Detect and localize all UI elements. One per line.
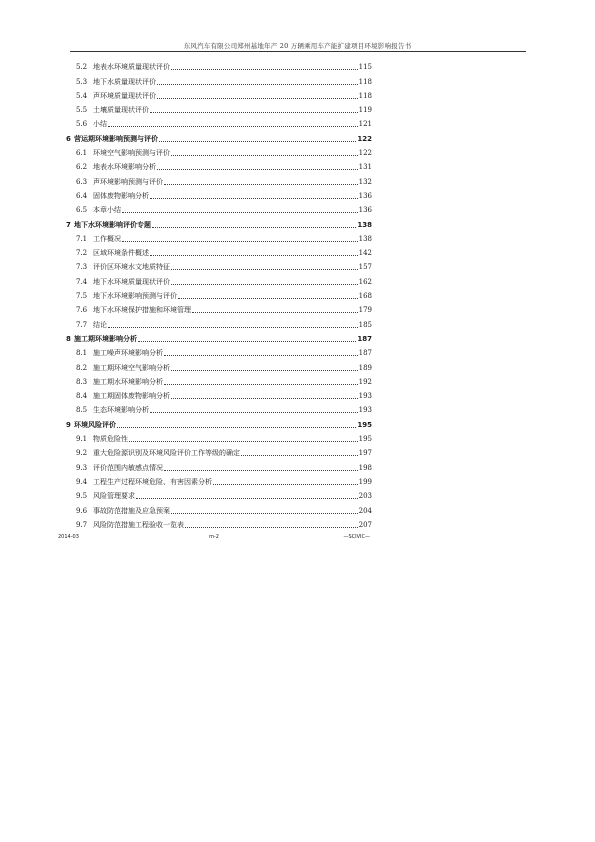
footer-organization: —SCIVIC— [343, 534, 370, 540]
toc-entry-page: 193 [358, 392, 372, 401]
toc-entry-number: 7.1 [76, 234, 88, 243]
toc-entry-number: 9.4 [76, 477, 88, 486]
toc-section-entry[interactable] [66, 87, 372, 101]
dot-leader [164, 470, 358, 471]
dot-leader [117, 427, 356, 428]
toc-entry-page: 185 [358, 320, 372, 329]
toc-section-entry[interactable] [66, 501, 372, 515]
toc-chapter-entry[interactable] [66, 129, 372, 143]
toc-section-entry[interactable] [66, 473, 372, 487]
toc-entry-number: 9.6 [76, 506, 88, 515]
toc-entry-number: 5.6 [76, 120, 88, 129]
toc-entry-page: 122 [358, 149, 372, 158]
dot-leader [129, 441, 358, 442]
toc-entry-page: 168 [358, 292, 372, 301]
toc-entry-page: 187 [357, 334, 372, 343]
toc-entry-title: 地下水质量现状评价 [93, 77, 156, 86]
toc-entry-number: 5.2 [76, 63, 88, 72]
dot-leader [171, 370, 358, 371]
toc-entry-page: 203 [358, 492, 372, 501]
toc-entry-title: 固体废物影响分析 [93, 191, 149, 200]
toc-section-entry[interactable] [66, 187, 372, 201]
toc-entry-title: 施工期固体废物影响分析 [93, 392, 170, 401]
dot-leader [164, 384, 358, 385]
toc-entry-number: 6.4 [76, 191, 88, 200]
dot-leader [108, 126, 358, 127]
table-of-contents [66, 58, 372, 530]
toc-section-entry[interactable] [66, 172, 372, 186]
toc-entry-number: 7.6 [76, 306, 88, 315]
toc-entry-page: 162 [358, 277, 372, 286]
toc-section-entry[interactable] [66, 401, 372, 415]
toc-entry-page: 193 [358, 406, 372, 415]
toc-entry-number: 6.5 [76, 206, 88, 215]
toc-entry-title: 物质危险性 [93, 435, 128, 444]
toc-entry-page: 121 [358, 120, 372, 129]
toc-entry-page: 207 [358, 520, 372, 529]
toc-entry-number: 6.2 [76, 163, 88, 172]
dot-leader [171, 269, 358, 270]
toc-chapter-entry[interactable] [66, 330, 372, 344]
toc-entry-title: 地下水环境质量现状评价 [93, 277, 170, 286]
footer-date: 2014-03 [58, 534, 79, 540]
toc-entry-number: 7.2 [76, 249, 88, 258]
toc-section-entry[interactable] [66, 487, 372, 501]
dot-leader [178, 298, 358, 299]
toc-entry-number: 9.2 [76, 449, 88, 458]
toc-entry-number: 9.3 [76, 463, 88, 472]
toc-entry-title: 施工期环境空气影响分析 [93, 363, 170, 372]
toc-section-entry[interactable] [66, 115, 372, 129]
toc-entry-number: 8.5 [76, 406, 88, 415]
dot-leader [192, 312, 358, 313]
toc-entry-number: 7.3 [76, 263, 88, 272]
toc-entry-page: 131 [358, 163, 372, 172]
toc-entry-page: 136 [358, 191, 372, 200]
dot-leader [138, 341, 356, 342]
dot-leader [164, 184, 358, 185]
toc-entry-number: 6.1 [76, 149, 88, 158]
toc-entry-title: 结论 [93, 320, 107, 329]
toc-entry-title: 区域环境条件概述 [93, 249, 149, 258]
toc-section-entry[interactable] [66, 373, 372, 387]
toc-entry-title: 施工噪声环境影响分析 [93, 349, 163, 358]
toc-entry-title: 环境空气影响预测与评价 [93, 149, 170, 158]
toc-entry-title: 施工期环境影响分析 [74, 334, 137, 343]
toc-entry-page: 118 [358, 77, 372, 86]
dot-leader [171, 69, 358, 70]
dot-leader [150, 112, 358, 113]
toc-entry-title: 地表水环境质量现状评价 [93, 63, 170, 72]
toc-entry-title: 小结 [93, 120, 107, 129]
toc-entry-title: 重大危险源识别及环境风险评价工作等级的确定 [93, 449, 240, 458]
toc-section-entry[interactable] [66, 72, 372, 86]
toc-section-entry[interactable] [66, 258, 372, 272]
toc-entry-number: 5.5 [76, 106, 88, 115]
toc-entry-number: 6 [66, 134, 71, 143]
toc-entry-number: 9.1 [76, 435, 88, 444]
toc-section-entry[interactable] [66, 272, 372, 286]
toc-entry-page: 179 [358, 306, 372, 315]
header-divider [70, 51, 526, 52]
toc-entry-page: 187 [358, 349, 372, 358]
toc-entry-title: 声环境影响预测与评价 [93, 177, 163, 186]
toc-entry-title: 施工期水环境影响分析 [93, 377, 163, 386]
toc-entry-number: 6.3 [76, 177, 88, 186]
footer-page-number: m-2 [209, 534, 219, 540]
dot-leader [171, 398, 358, 399]
dot-leader [150, 255, 358, 256]
dot-leader [171, 513, 358, 514]
toc-entry-page: 195 [358, 435, 372, 444]
toc-entry-number: 7.5 [76, 292, 88, 301]
dot-leader [213, 484, 358, 485]
toc-entry-number: 9 [66, 420, 71, 429]
toc-entry-page: 136 [358, 206, 372, 215]
toc-entry-number: 8 [66, 334, 71, 343]
dot-leader [185, 527, 358, 528]
dot-leader [164, 355, 358, 356]
toc-chapter-entry[interactable] [66, 215, 372, 229]
dot-leader [171, 155, 358, 156]
toc-entry-title: 地表水环境影响分析 [93, 163, 156, 172]
toc-entry-title: 工作概况 [93, 234, 121, 243]
dot-leader [157, 169, 358, 170]
dot-leader [241, 455, 358, 456]
toc-entry-page: 122 [357, 134, 372, 143]
dot-leader [157, 84, 358, 85]
toc-entry-title: 营运期环境影响预测与评价 [74, 134, 158, 143]
toc-entry-page: 192 [358, 377, 372, 386]
toc-entry-title: 本章小结 [93, 206, 121, 215]
dot-leader [157, 98, 358, 99]
toc-section-entry[interactable] [66, 58, 372, 72]
dot-leader [150, 198, 358, 199]
toc-entry-number: 5.4 [76, 91, 88, 100]
toc-entry-title: 风险管理要求 [93, 492, 135, 501]
toc-entry-page: 195 [357, 420, 372, 429]
toc-entry-number: 7.4 [76, 277, 88, 286]
toc-entry-page: 157 [358, 263, 372, 272]
toc-entry-page: 197 [358, 449, 372, 458]
dot-leader [136, 498, 358, 499]
document-header: 东风汽车有限公司郑州基地年产 20 万辆乘用车产能扩建项目环境影响报告书 [183, 42, 412, 50]
toc-entry-page: 204 [358, 506, 372, 515]
toc-entry-page: 118 [358, 91, 372, 100]
dot-leader [122, 212, 358, 213]
toc-section-entry[interactable] [66, 230, 372, 244]
toc-entry-page: 142 [358, 249, 372, 258]
toc-section-entry[interactable] [66, 158, 372, 172]
toc-entry-title: 风险防范措施工程验收一览表 [93, 520, 184, 529]
toc-entry-page: 132 [358, 177, 372, 186]
toc-section-entry[interactable] [66, 458, 372, 472]
toc-entry-number: 7.7 [76, 320, 88, 329]
toc-entry-title: 生态环境影响分析 [93, 406, 149, 415]
toc-section-entry[interactable] [66, 301, 372, 315]
toc-section-entry[interactable] [66, 444, 372, 458]
toc-entry-title: 评价区环境水文地质特征 [93, 263, 170, 272]
toc-entry-number: 9.7 [76, 520, 88, 529]
dot-leader [122, 241, 358, 242]
toc-entry-number: 9.5 [76, 492, 88, 501]
toc-entry-number: 8.3 [76, 377, 88, 386]
toc-entry-page: 119 [358, 106, 372, 115]
toc-section-entry[interactable] [66, 358, 372, 372]
toc-section-entry[interactable] [66, 430, 372, 444]
toc-entry-title: 工程生产过程环境危险、有害因素分析 [93, 477, 212, 486]
toc-entry-title: 事故防范措施及应急预案 [93, 506, 170, 515]
toc-section-entry[interactable] [66, 516, 372, 530]
toc-section-entry[interactable] [66, 101, 372, 115]
toc-chapter-entry[interactable] [66, 415, 372, 429]
dot-leader [171, 284, 358, 285]
toc-entry-title: 土壤质量现状评价 [93, 106, 149, 115]
toc-section-entry[interactable] [66, 387, 372, 401]
toc-entry-number: 7 [66, 220, 71, 229]
toc-entry-title: 地下水环境影响评价专题 [74, 220, 151, 229]
toc-section-entry[interactable] [66, 244, 372, 258]
toc-entry-page: 189 [358, 363, 372, 372]
toc-entry-number: 5.3 [76, 77, 88, 86]
toc-section-entry[interactable] [66, 344, 372, 358]
toc-entry-number: 8.2 [76, 363, 88, 372]
toc-entry-number: 8.1 [76, 349, 88, 358]
dot-leader [150, 412, 358, 413]
dot-leader [152, 227, 356, 228]
toc-entry-title: 评价范围内敏感点情况 [93, 463, 163, 472]
toc-entry-page: 198 [358, 463, 372, 472]
toc-section-entry[interactable] [66, 315, 372, 329]
toc-entry-title: 环境风险评价 [74, 420, 116, 429]
toc-entry-page: 199 [358, 477, 372, 486]
toc-entry-page: 138 [357, 220, 372, 229]
dot-leader [108, 327, 358, 328]
toc-entry-number: 8.4 [76, 392, 88, 401]
toc-section-entry[interactable] [66, 144, 372, 158]
toc-entry-title: 地下水环境保护措施和环境管理 [93, 306, 191, 315]
toc-section-entry[interactable] [66, 201, 372, 215]
toc-entry-title: 地下水环境影响预测与评价 [93, 292, 177, 301]
toc-entry-page: 138 [358, 234, 372, 243]
toc-entry-page: 115 [358, 63, 372, 72]
toc-section-entry[interactable] [66, 287, 372, 301]
dot-leader [159, 141, 356, 142]
toc-entry-title: 声环境质量现状评价 [93, 91, 156, 100]
